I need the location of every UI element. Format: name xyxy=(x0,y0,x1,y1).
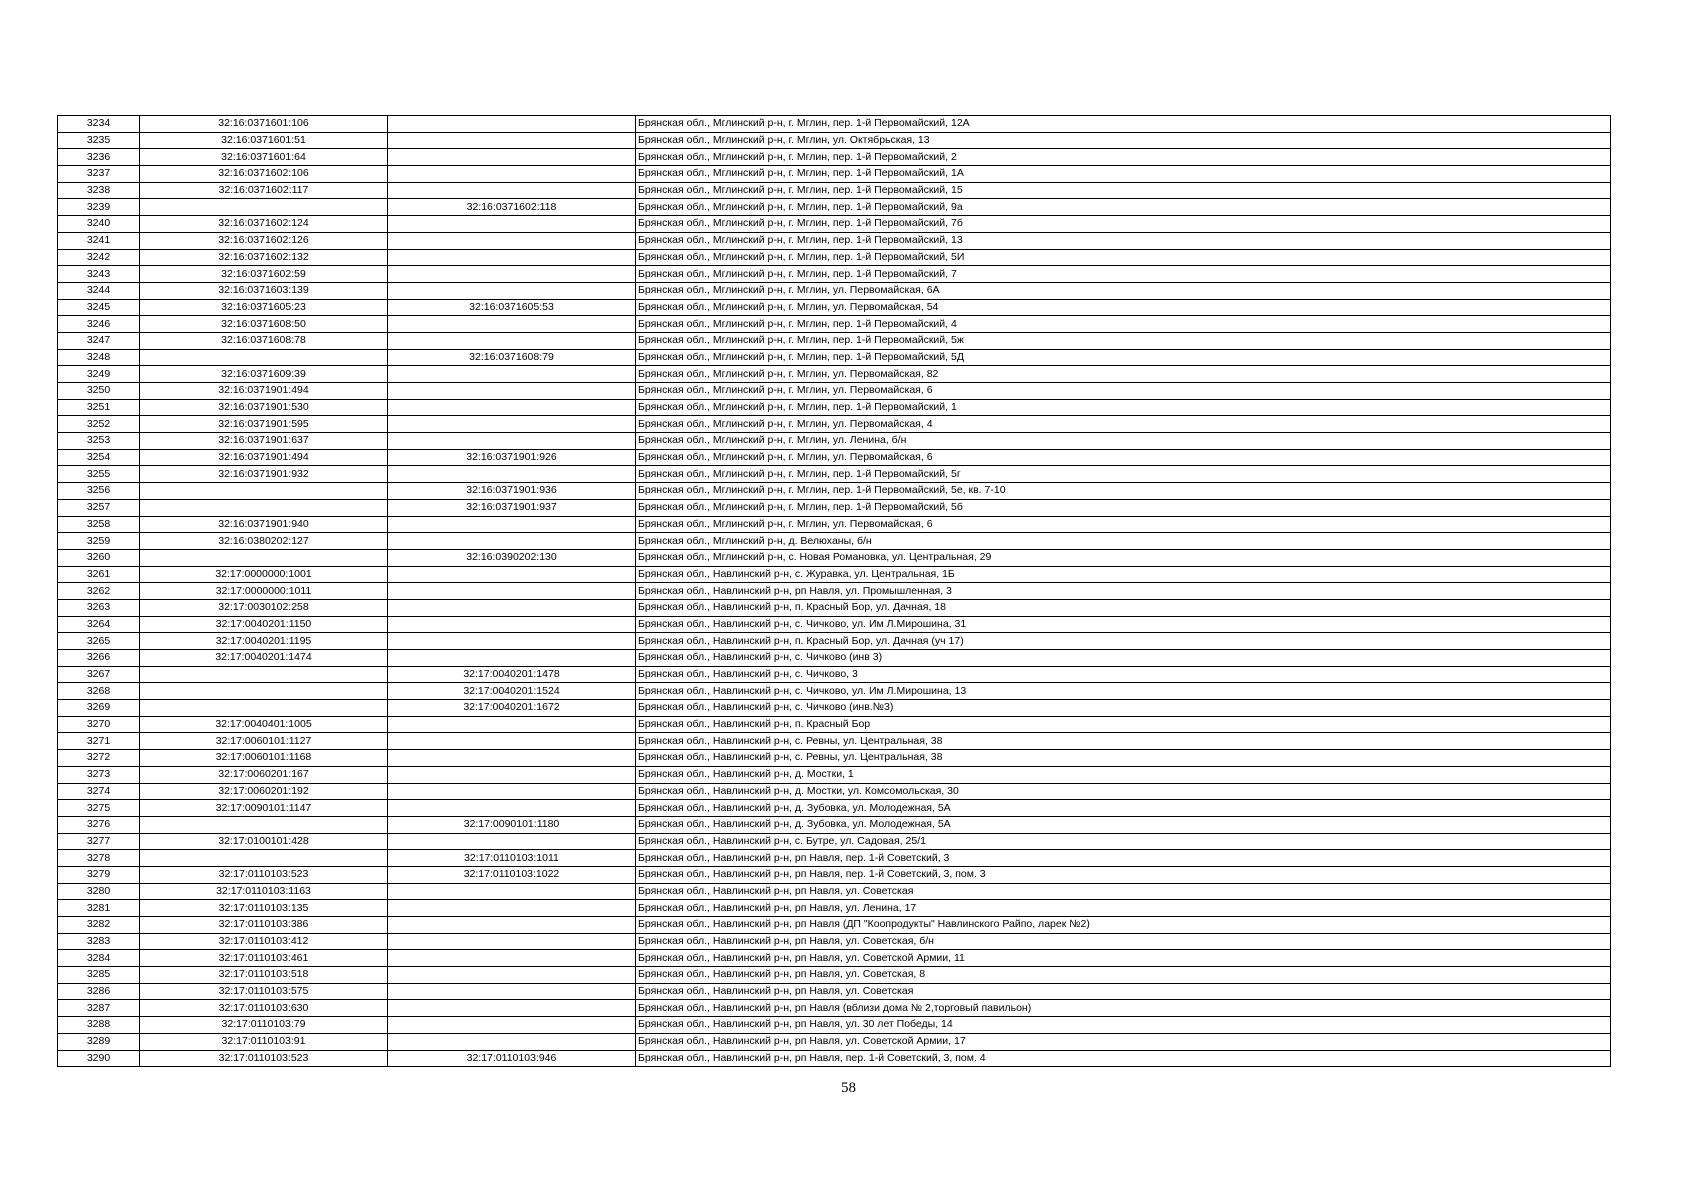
related-cadastral-number-cell xyxy=(388,383,636,400)
row-number-cell: 3279 xyxy=(58,866,140,883)
related-cadastral-number-cell xyxy=(388,516,636,533)
related-cadastral-number-cell xyxy=(388,967,636,984)
row-number-cell: 3273 xyxy=(58,766,140,783)
cadastral-number-cell: 32:17:0040201:1150 xyxy=(140,616,388,633)
related-cadastral-number-cell xyxy=(388,166,636,183)
related-cadastral-number-cell xyxy=(388,1033,636,1050)
table-row xyxy=(58,583,1611,600)
address-cell: Брянская обл., Мглинский р-н, г. Мглин, ул. Первомайская, 54 xyxy=(636,299,1611,316)
table-row xyxy=(58,282,1611,299)
table-row xyxy=(58,783,1611,800)
related-cadastral-number-cell xyxy=(388,566,636,583)
table-row xyxy=(58,116,1611,133)
cadastral-number-cell xyxy=(140,499,388,516)
address-cell: Брянская обл., Навлинский р-н, рп Навля, ул. Советская xyxy=(636,883,1611,900)
address-cell: Брянская обл., Навлинский р-н, рп Навля, пер. 1-й Советский, 3, пом. 4 xyxy=(636,1050,1611,1067)
cadastral-number-cell: 32:16:0371601:51 xyxy=(140,132,388,149)
address-cell: Брянская обл., Мглинский р-н, д. Велюханы, б/н xyxy=(636,533,1611,550)
cadastral-number-cell: 32:17:0110103:135 xyxy=(140,900,388,917)
cadastral-number-cell: 32:17:0060201:167 xyxy=(140,766,388,783)
row-number-cell: 3278 xyxy=(58,850,140,867)
row-number-cell: 3244 xyxy=(58,282,140,299)
row-number-cell: 3251 xyxy=(58,399,140,416)
related-cadastral-number-cell xyxy=(388,733,636,750)
table-row xyxy=(58,566,1611,583)
address-cell: Брянская обл., Мглинский р-н, г. Мглин, пер. 1-й Первомайский, 7 xyxy=(636,266,1611,283)
related-cadastral-number-cell xyxy=(388,1000,636,1017)
table-row xyxy=(58,800,1611,817)
row-number-cell: 3238 xyxy=(58,182,140,199)
cadastral-number-cell xyxy=(140,483,388,500)
related-cadastral-number-cell: 32:16:0371602:118 xyxy=(388,199,636,216)
row-number-cell: 3270 xyxy=(58,716,140,733)
table-row xyxy=(58,833,1611,850)
related-cadastral-number-cell: 32:16:0371605:53 xyxy=(388,299,636,316)
related-cadastral-number-cell xyxy=(388,900,636,917)
related-cadastral-number-cell xyxy=(388,416,636,433)
related-cadastral-number-cell xyxy=(388,766,636,783)
address-cell: Брянская обл., Навлинский р-н, рп Навля, пер. 1-й Советский, 3, пом. 3 xyxy=(636,866,1611,883)
table-row xyxy=(58,1000,1611,1017)
table-row xyxy=(58,866,1611,883)
table-row xyxy=(58,733,1611,750)
cadastral-number-cell xyxy=(140,349,388,366)
row-number-cell: 3239 xyxy=(58,199,140,216)
row-number-cell: 3283 xyxy=(58,933,140,950)
page-number: 58 xyxy=(841,1080,856,1096)
cadastral-number-cell: 32:17:0040201:1474 xyxy=(140,650,388,667)
related-cadastral-number-cell xyxy=(388,599,636,616)
cadastral-number-cell: 32:16:0371901:595 xyxy=(140,416,388,433)
cadastral-number-cell: 32:16:0371602:132 xyxy=(140,249,388,266)
table-row xyxy=(58,883,1611,900)
related-cadastral-number-cell xyxy=(388,783,636,800)
address-cell: Брянская обл., Мглинский р-н, с. Новая Романовка, ул. Центральная, 29 xyxy=(636,549,1611,566)
address-cell: Брянская обл., Мглинский р-н, г. Мглин, пер. 1-й Первомайский, 13 xyxy=(636,232,1611,249)
table-row xyxy=(58,716,1611,733)
cadastral-number-cell: 32:16:0371901:940 xyxy=(140,516,388,533)
address-cell: Брянская обл., Навлинский р-н, д. Мостки, ул. Комсомольская, 30 xyxy=(636,783,1611,800)
address-cell: Брянская обл., Навлинский р-н, с. Ревны, ул. Центральная, 38 xyxy=(636,750,1611,767)
table-row xyxy=(58,1050,1611,1067)
related-cadastral-number-cell xyxy=(388,750,636,767)
address-cell: Брянская обл., Мглинский р-н, г. Мглин, ул. Первомайская, 6А xyxy=(636,282,1611,299)
address-cell: Брянская обл., Навлинский р-н, с. Чичково, ул. Им Л.Мирошина, 13 xyxy=(636,683,1611,700)
cadastral-number-cell: 32:16:0371605:23 xyxy=(140,299,388,316)
address-cell: Брянская обл., Мглинский р-н, г. Мглин, пер. 1-й Первомайский, 5г xyxy=(636,466,1611,483)
row-number-cell: 3254 xyxy=(58,449,140,466)
address-cell: Брянская обл., Навлинский р-н, с. Ревны, ул. Центральная, 38 xyxy=(636,733,1611,750)
table-row xyxy=(58,349,1611,366)
related-cadastral-number-cell xyxy=(388,399,636,416)
cadastral-number-cell: 32:16:0371609:39 xyxy=(140,366,388,383)
table-row xyxy=(58,549,1611,566)
address-cell: Брянская обл., Мглинский р-н, г. Мглин, пер. 1-й Первомайский, 7б xyxy=(636,216,1611,233)
address-cell: Брянская обл., Мглинский р-н, г. Мглин, пер. 1-й Первомайский, 2 xyxy=(636,149,1611,166)
row-number-cell: 3275 xyxy=(58,800,140,817)
address-cell: Брянская обл., Навлинский р-н, п. Красный Бор, ул. Дачная, 18 xyxy=(636,599,1611,616)
row-number-cell: 3284 xyxy=(58,950,140,967)
table-row xyxy=(58,1033,1611,1050)
cadastral-number-cell: 32:16:0371901:530 xyxy=(140,399,388,416)
cadastral-number-cell: 32:16:0371608:78 xyxy=(140,332,388,349)
cadastral-number-cell: 32:16:0371601:106 xyxy=(140,116,388,133)
address-cell: Брянская обл., Мглинский р-н, г. Мглин, ул. Октябрьская, 13 xyxy=(636,132,1611,149)
address-cell: Брянская обл., Мглинский р-н, г. Мглин, пер. 1-й Первомайский, 5Д xyxy=(636,349,1611,366)
address-cell: Брянская обл., Навлинский р-н, с. Чичково, 3 xyxy=(636,666,1611,683)
cadastral-number-cell: 32:17:0110103:91 xyxy=(140,1033,388,1050)
cadastral-number-cell xyxy=(140,549,388,566)
row-number-cell: 3240 xyxy=(58,216,140,233)
address-cell: Брянская обл., Навлинский р-н, рп Навля, ул. 30 лет Победы, 14 xyxy=(636,1017,1611,1034)
related-cadastral-number-cell xyxy=(388,282,636,299)
row-number-cell: 3245 xyxy=(58,299,140,316)
related-cadastral-number-cell: 32:17:0110103:1011 xyxy=(388,850,636,867)
table-row xyxy=(58,416,1611,433)
cadastral-number-cell: 32:17:0030102:258 xyxy=(140,599,388,616)
row-number-cell: 3247 xyxy=(58,332,140,349)
cadastral-number-cell: 32:17:0000000:1001 xyxy=(140,566,388,583)
table-row xyxy=(58,366,1611,383)
cadastral-number-cell: 32:17:0110103:523 xyxy=(140,1050,388,1067)
row-number-cell: 3287 xyxy=(58,1000,140,1017)
address-cell: Брянская обл., Мглинский р-н, г. Мглин, ул. Первомайская, 6 xyxy=(636,516,1611,533)
related-cadastral-number-cell: 32:17:0110103:946 xyxy=(388,1050,636,1067)
row-number-cell: 3282 xyxy=(58,917,140,934)
table-row xyxy=(58,516,1611,533)
address-cell: Брянская обл., Навлинский р-н, рп Навля (вблизи дома № 2,торговый павильон) xyxy=(636,1000,1611,1017)
cadastral-number-cell: 32:17:0110103:630 xyxy=(140,1000,388,1017)
related-cadastral-number-cell xyxy=(388,232,636,249)
address-cell: Брянская обл., Навлинский р-н, рп Навля, ул. Советской Армии, 11 xyxy=(636,950,1611,967)
table-row xyxy=(58,182,1611,199)
address-cell: Брянская обл., Навлинский р-н, д. Зубовка, ул. Молодежная, 5А xyxy=(636,800,1611,817)
table-row xyxy=(58,816,1611,833)
registry-table xyxy=(57,115,1611,1067)
cadastral-number-cell: 32:16:0371602:126 xyxy=(140,232,388,249)
related-cadastral-number-cell xyxy=(388,950,636,967)
table-row xyxy=(58,967,1611,984)
cadastral-number-cell: 32:16:0371901:494 xyxy=(140,449,388,466)
related-cadastral-number-cell xyxy=(388,883,636,900)
address-cell: Брянская обл., Навлинский р-н, с. Чичково (инв 3) xyxy=(636,650,1611,667)
table-row xyxy=(58,933,1611,950)
related-cadastral-number-cell xyxy=(388,633,636,650)
address-cell: Брянская обл., Навлинский р-н, д. Зубовка, ул. Молодежная, 5А xyxy=(636,816,1611,833)
address-cell: Брянская обл., Мглинский р-н, г. Мглин, пер. 1-й Первомайский, 1 xyxy=(636,399,1611,416)
cadastral-number-cell: 32:17:0040201:1195 xyxy=(140,633,388,650)
row-number-cell: 3271 xyxy=(58,733,140,750)
table-row xyxy=(58,900,1611,917)
table-row xyxy=(58,316,1611,333)
related-cadastral-number-cell xyxy=(388,800,636,817)
row-number-cell: 3243 xyxy=(58,266,140,283)
table-row xyxy=(58,1017,1611,1034)
row-number-cell: 3272 xyxy=(58,750,140,767)
address-cell: Брянская обл., Навлинский р-н, п. Красный Бор xyxy=(636,716,1611,733)
address-cell: Брянская обл., Навлинский р-н, рп Навля, ул. Советская, 8 xyxy=(636,967,1611,984)
cadastral-number-cell: 32:16:0371901:637 xyxy=(140,433,388,450)
related-cadastral-number-cell: 32:17:0110103:1022 xyxy=(388,866,636,883)
address-cell: Брянская обл., Навлинский р-н, рп Навля, ул. Промышленная, 3 xyxy=(636,583,1611,600)
related-cadastral-number-cell xyxy=(388,433,636,450)
address-cell: Брянская обл., Навлинский р-н, с. Бутре, ул. Садовая, 25/1 xyxy=(636,833,1611,850)
table-row xyxy=(58,616,1611,633)
row-number-cell: 3241 xyxy=(58,232,140,249)
table-row xyxy=(58,466,1611,483)
cadastral-number-cell: 32:17:0110103:412 xyxy=(140,933,388,950)
table-row xyxy=(58,766,1611,783)
table-row xyxy=(58,483,1611,500)
cadastral-number-cell: 32:17:0040401:1005 xyxy=(140,716,388,733)
address-cell: Брянская обл., Мглинский р-н, г. Мглин, пер. 1-й Первомайский, 9а xyxy=(636,199,1611,216)
address-cell: Брянская обл., Навлинский р-н, с. Чичково, ул. Им Л.Мирошина, 31 xyxy=(636,616,1611,633)
table-row xyxy=(58,499,1611,516)
address-cell: Брянская обл., Навлинский р-н, рп Навля, ул. Советской Армии, 17 xyxy=(636,1033,1611,1050)
address-cell: Брянская обл., Мглинский р-н, г. Мглин, ул. Первомайская, 4 xyxy=(636,416,1611,433)
cadastral-number-cell: 32:17:0090101:1147 xyxy=(140,800,388,817)
table-row xyxy=(58,399,1611,416)
table-row xyxy=(58,533,1611,550)
related-cadastral-number-cell xyxy=(388,616,636,633)
related-cadastral-number-cell xyxy=(388,716,636,733)
related-cadastral-number-cell xyxy=(388,216,636,233)
address-cell: Брянская обл., Мглинский р-н, г. Мглин, пер. 1-й Первомайский, 5И xyxy=(636,249,1611,266)
table-row xyxy=(58,950,1611,967)
address-cell: Брянская обл., Навлинский р-н, рп Навля, ул. Советская, б/н xyxy=(636,933,1611,950)
row-number-cell: 3242 xyxy=(58,249,140,266)
address-cell: Брянская обл., Мглинский р-н, г. Мглин, пер. 1-й Первомайский, 5б xyxy=(636,499,1611,516)
address-cell: Брянская обл., Мглинский р-н, г. Мглин, пер. 1-й Первомайский, 5е, кв. 7-10 xyxy=(636,483,1611,500)
related-cadastral-number-cell: 32:16:0371608:79 xyxy=(388,349,636,366)
address-cell: Брянская обл., Навлинский р-н, рп Навля, ул. Советская xyxy=(636,983,1611,1000)
address-cell: Брянская обл., Мглинский р-н, г. Мглин, ул. Первомайская, 82 xyxy=(636,366,1611,383)
table-row xyxy=(58,166,1611,183)
cadastral-number-cell: 32:16:0371603:139 xyxy=(140,282,388,299)
row-number-cell: 3266 xyxy=(58,650,140,667)
row-number-cell: 3274 xyxy=(58,783,140,800)
address-cell: Брянская обл., Мглинский р-н, г. Мглин, ул. Первомайская, 6 xyxy=(636,383,1611,400)
related-cadastral-number-cell xyxy=(388,132,636,149)
related-cadastral-number-cell xyxy=(388,116,636,133)
related-cadastral-number-cell xyxy=(388,533,636,550)
row-number-cell: 3234 xyxy=(58,116,140,133)
row-number-cell: 3235 xyxy=(58,132,140,149)
cadastral-number-cell: 32:17:0100101:428 xyxy=(140,833,388,850)
row-number-cell: 3236 xyxy=(58,149,140,166)
cadastral-number-cell: 32:16:0371602:59 xyxy=(140,266,388,283)
related-cadastral-number-cell: 32:16:0371901:926 xyxy=(388,449,636,466)
cadastral-number-cell: 32:16:0371901:932 xyxy=(140,466,388,483)
related-cadastral-number-cell: 32:17:0090101:1180 xyxy=(388,816,636,833)
cadastral-number-cell: 32:17:0110103:1163 xyxy=(140,883,388,900)
cadastral-number-cell: 32:16:0371602:106 xyxy=(140,166,388,183)
address-cell: Брянская обл., Навлинский р-н, с. Журавка, ул. Центральная, 1Б xyxy=(636,566,1611,583)
related-cadastral-number-cell: 32:17:0040201:1524 xyxy=(388,683,636,700)
row-number-cell: 3252 xyxy=(58,416,140,433)
address-cell: Брянская обл., Мглинский р-н, г. Мглин, пер. 1-й Первомайский, 4 xyxy=(636,316,1611,333)
row-number-cell: 3246 xyxy=(58,316,140,333)
address-cell: Брянская обл., Навлинский р-н, д. Мостки, 1 xyxy=(636,766,1611,783)
row-number-cell: 3285 xyxy=(58,967,140,984)
row-number-cell: 3276 xyxy=(58,816,140,833)
table-row xyxy=(58,232,1611,249)
row-number-cell: 3288 xyxy=(58,1017,140,1034)
row-number-cell: 3268 xyxy=(58,683,140,700)
table-row xyxy=(58,299,1611,316)
cadastral-number-cell xyxy=(140,816,388,833)
row-number-cell: 3258 xyxy=(58,516,140,533)
table-row xyxy=(58,199,1611,216)
cadastral-number-cell: 32:17:0110103:461 xyxy=(140,950,388,967)
cadastral-number-cell: 32:17:0110103:518 xyxy=(140,967,388,984)
cadastral-number-cell: 32:17:0110103:386 xyxy=(140,917,388,934)
table-row xyxy=(58,983,1611,1000)
cadastral-number-cell: 32:17:0060201:192 xyxy=(140,783,388,800)
cadastral-number-cell: 32:16:0371602:117 xyxy=(140,182,388,199)
row-number-cell: 3264 xyxy=(58,616,140,633)
row-number-cell: 3250 xyxy=(58,383,140,400)
row-number-cell: 3249 xyxy=(58,366,140,383)
table-row xyxy=(58,433,1611,450)
row-number-cell: 3257 xyxy=(58,499,140,516)
related-cadastral-number-cell: 32:16:0390202:130 xyxy=(388,549,636,566)
cadastral-number-cell: 32:16:0371602:124 xyxy=(140,216,388,233)
row-number-cell: 3269 xyxy=(58,700,140,717)
cadastral-number-cell xyxy=(140,683,388,700)
row-number-cell: 3256 xyxy=(58,483,140,500)
cadastral-number-cell xyxy=(140,666,388,683)
address-cell: Брянская обл., Навлинский р-н, с. Чичково (инв.№3) xyxy=(636,700,1611,717)
cadastral-number-cell: 32:16:0371608:50 xyxy=(140,316,388,333)
related-cadastral-number-cell xyxy=(388,149,636,166)
row-number-cell: 3262 xyxy=(58,583,140,600)
related-cadastral-number-cell xyxy=(388,466,636,483)
table-row xyxy=(58,650,1611,667)
row-number-cell: 3255 xyxy=(58,466,140,483)
related-cadastral-number-cell: 32:16:0371901:937 xyxy=(388,499,636,516)
related-cadastral-number-cell xyxy=(388,316,636,333)
table-row xyxy=(58,633,1611,650)
row-number-cell: 3261 xyxy=(58,566,140,583)
related-cadastral-number-cell xyxy=(388,833,636,850)
cadastral-number-cell: 32:17:0060101:1168 xyxy=(140,750,388,767)
row-number-cell: 3286 xyxy=(58,983,140,1000)
registry-table-body xyxy=(58,116,1611,1067)
related-cadastral-number-cell: 32:16:0371901:936 xyxy=(388,483,636,500)
table-row xyxy=(58,266,1611,283)
table-row xyxy=(58,850,1611,867)
cadastral-number-cell: 32:17:0060101:1127 xyxy=(140,733,388,750)
table-row xyxy=(58,750,1611,767)
cadastral-number-cell xyxy=(140,850,388,867)
cadastral-number-cell: 32:17:0110103:575 xyxy=(140,983,388,1000)
related-cadastral-number-cell: 32:17:0040201:1672 xyxy=(388,700,636,717)
table-row xyxy=(58,332,1611,349)
address-cell: Брянская обл., Мглинский р-н, г. Мглин, пер. 1-й Первомайский, 1А xyxy=(636,166,1611,183)
address-cell: Брянская обл., Мглинский р-н, г. Мглин, пер. 1-й Первомайский, 12А xyxy=(636,116,1611,133)
address-cell: Брянская обл., Мглинский р-н, г. Мглин, пер. 1-й Первомайский, 5ж xyxy=(636,332,1611,349)
row-number-cell: 3248 xyxy=(58,349,140,366)
row-number-cell: 3277 xyxy=(58,833,140,850)
cadastral-number-cell: 32:16:0371901:494 xyxy=(140,383,388,400)
table-row xyxy=(58,700,1611,717)
related-cadastral-number-cell xyxy=(388,917,636,934)
address-cell: Брянская обл., Мглинский р-н, г. Мглин, пер. 1-й Первомайский, 15 xyxy=(636,182,1611,199)
table-row xyxy=(58,599,1611,616)
related-cadastral-number-cell xyxy=(388,583,636,600)
table-row xyxy=(58,917,1611,934)
table-row xyxy=(58,249,1611,266)
address-cell: Брянская обл., Навлинский р-н, рп Навля (ДП "Коопродукты" Навлинского Райпо, ларек №2) xyxy=(636,917,1611,934)
row-number-cell: 3290 xyxy=(58,1050,140,1067)
table-row xyxy=(58,149,1611,166)
cadastral-number-cell xyxy=(140,199,388,216)
row-number-cell: 3265 xyxy=(58,633,140,650)
table-row xyxy=(58,666,1611,683)
cadastral-number-cell: 32:17:0000000:1011 xyxy=(140,583,388,600)
related-cadastral-number-cell: 32:17:0040201:1478 xyxy=(388,666,636,683)
related-cadastral-number-cell xyxy=(388,366,636,383)
related-cadastral-number-cell xyxy=(388,182,636,199)
related-cadastral-number-cell xyxy=(388,249,636,266)
row-number-cell: 3280 xyxy=(58,883,140,900)
row-number-cell: 3253 xyxy=(58,433,140,450)
table-row xyxy=(58,216,1611,233)
table-row xyxy=(58,132,1611,149)
cadastral-number-cell: 32:16:0371601:64 xyxy=(140,149,388,166)
row-number-cell: 3237 xyxy=(58,166,140,183)
row-number-cell: 3267 xyxy=(58,666,140,683)
cadastral-number-cell: 32:17:0110103:523 xyxy=(140,866,388,883)
row-number-cell: 3289 xyxy=(58,1033,140,1050)
cadastral-number-cell: 32:16:0380202:127 xyxy=(140,533,388,550)
related-cadastral-number-cell xyxy=(388,332,636,349)
address-cell: Брянская обл., Навлинский р-н, рп Навля, ул. Ленина, 17 xyxy=(636,900,1611,917)
cadastral-number-cell xyxy=(140,700,388,717)
table-row xyxy=(58,683,1611,700)
row-number-cell: 3260 xyxy=(58,549,140,566)
address-cell: Брянская обл., Мглинский р-н, г. Мглин, ул. Ленина, б/н xyxy=(636,433,1611,450)
row-number-cell: 3281 xyxy=(58,900,140,917)
table-row xyxy=(58,449,1611,466)
related-cadastral-number-cell xyxy=(388,1017,636,1034)
row-number-cell: 3259 xyxy=(58,533,140,550)
related-cadastral-number-cell xyxy=(388,933,636,950)
address-cell: Брянская обл., Навлинский р-н, рп Навля, пер. 1-й Советский, 3 xyxy=(636,850,1611,867)
address-cell: Брянская обл., Навлинский р-н, п. Красный Бор, ул. Дачная (уч 17) xyxy=(636,633,1611,650)
row-number-cell: 3263 xyxy=(58,599,140,616)
address-cell: Брянская обл., Мглинский р-н, г. Мглин, ул. Первомайская, 6 xyxy=(636,449,1611,466)
cadastral-number-cell: 32:17:0110103:79 xyxy=(140,1017,388,1034)
related-cadastral-number-cell xyxy=(388,266,636,283)
table-row xyxy=(58,383,1611,400)
related-cadastral-number-cell xyxy=(388,983,636,1000)
related-cadastral-number-cell xyxy=(388,650,636,667)
